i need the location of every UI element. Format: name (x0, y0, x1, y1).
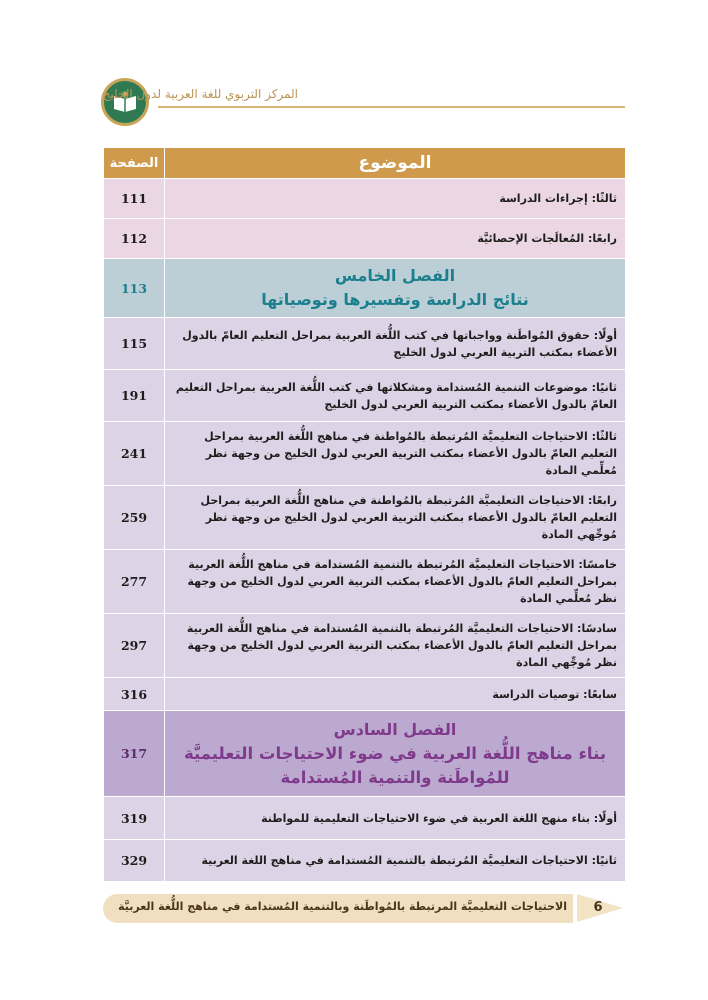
toc-entry-text: ثانيًا: موضوعات التنمية المُستدامة ومشكلاتها في كتب اللُّغة العربية بمراحل التعليم العامّ بالدول الأعضاء بمكتب التربية العربي لدول الخليج (165, 370, 626, 422)
table-header-row (104, 148, 626, 179)
column-header-topic: الموضوع (165, 148, 626, 179)
toc-page-number: 319 (104, 797, 165, 840)
chapter-page-number: 317 (104, 711, 165, 797)
toc-row[interactable] (104, 614, 626, 678)
toc-row[interactable] (104, 422, 626, 486)
page-footer (103, 894, 623, 923)
organization-name: المركز التربوي للغة العربية لدول الخليج (102, 87, 298, 101)
toc-entry-text: سابعًا: توصيات الدراسة (165, 678, 626, 711)
toc-entry-text: أولًا: حقوق المُواطَنة وواجباتها في كتب اللُّغة العربية بمراحل التعليم العامّ بالدول الأعضاء بمكتب التربية العربي لدول الخليج (165, 318, 626, 370)
toc-row[interactable] (104, 219, 626, 259)
toc-page-number: 316 (104, 678, 165, 711)
chapter-title: الفصل الخامس (334, 266, 456, 285)
chapter-subtitle: بناء مناهج اللُّغة العربية في ضوء الاحتياجات التعليميَّة للمُواطَنة والتنمية المُستدامة (183, 743, 607, 787)
toc-page-number: 112 (104, 219, 165, 259)
chapter-heading (165, 711, 626, 797)
toc-entry-text: خامسًا: الاحتياجات التعليميَّة المُرتبطة بالتنمية المُستدامة في مناهج اللُّغة العربية بمراحل التعليم العامّ بالدول الأعضاء بمكتب التربية العربي لدول الخليج من وجهة نظر مُعلِّمي المادة (165, 550, 626, 614)
toc-entry-text: سادسًا: الاحتياجات التعليميَّة المُرتبطة بالتنمية المُستدامة في مناهج اللُّغة العربية بمراحل التعليم العامّ بالدول الأعضاء بمكتب التربية العربي لدول الخليج من وجهة نظر مُوجِّهي المادة (165, 614, 626, 678)
toc-row[interactable] (104, 797, 626, 840)
footer-book-title: الاحتياجات التعليميَّة المرتبطة بالمُواطَنة وبالتنمية المُستدامة في مناهج اللُّغة العربيَّة (118, 900, 567, 913)
toc-entry-text: رابعًا: الاحتياجات التعليميَّة المُرتبطة بالمُواطنة في مناهج اللُّغة العربية بمراحل التعليم العامّ بالدول الأعضاء بمكتب التربية العربي لدول الخليج من وجهة نظر مُوجِّهي المادة (165, 486, 626, 550)
chapter-title: الفصل السادس (333, 719, 457, 739)
toc-entry-text: ثانيًا: الاحتياجات التعليميَّة المُرتبطة بالتنمية المُستدامة في مناهج اللغة العربية (165, 840, 626, 882)
toc-page-number: 111 (104, 179, 165, 219)
toc-row[interactable] (104, 486, 626, 550)
toc-entry-text: ثالثًا: الاحتياجات التعليميَّة المُرتبطة بالمُواطنة في مناهج اللُّغة العربية بمراحل التعليم العامّ بالدول الأعضاء بمكتب التربية العربي لدول الخليج من وجهة نظر مُعلِّمي المادة (165, 422, 626, 486)
table-of-contents (103, 147, 626, 882)
toc-entry-text: أولًا: بناء منهج اللغة العربية في ضوء الاحتياجات التعليمية للمواطنة (165, 797, 626, 840)
chapter-page-number: 113 (104, 259, 165, 318)
toc-entry-text: ثالثًا: إجراءات الدراسة (165, 179, 626, 219)
toc-page-number: 115 (104, 318, 165, 370)
column-header-page: الصفحة (104, 148, 165, 179)
toc-page-number: 241 (104, 422, 165, 486)
header-rule (158, 106, 625, 108)
toc-row[interactable] (104, 179, 626, 219)
footer-page-number: 6 (593, 900, 603, 915)
toc-page-number: 277 (104, 550, 165, 614)
toc-page-number: 297 (104, 614, 165, 678)
toc-row[interactable] (104, 840, 626, 882)
toc-row[interactable] (104, 550, 626, 614)
toc-row[interactable] (104, 370, 626, 422)
chapter-row[interactable] (104, 259, 626, 318)
toc-row[interactable] (104, 318, 626, 370)
toc-page-number: 191 (104, 370, 165, 422)
toc-entry-text: رابعًا: المُعالَجات الإحصائيَّة (165, 219, 626, 259)
chapter-row[interactable] (104, 711, 626, 797)
toc-page-number: 329 (104, 840, 165, 882)
chapter-subtitle: نتائج الدراسة وتفسيرها وتوصياتها (261, 290, 529, 309)
toc-row[interactable] (104, 678, 626, 711)
chapter-heading (165, 259, 626, 318)
organization-logo (101, 78, 149, 126)
toc-page-number: 259 (104, 486, 165, 550)
